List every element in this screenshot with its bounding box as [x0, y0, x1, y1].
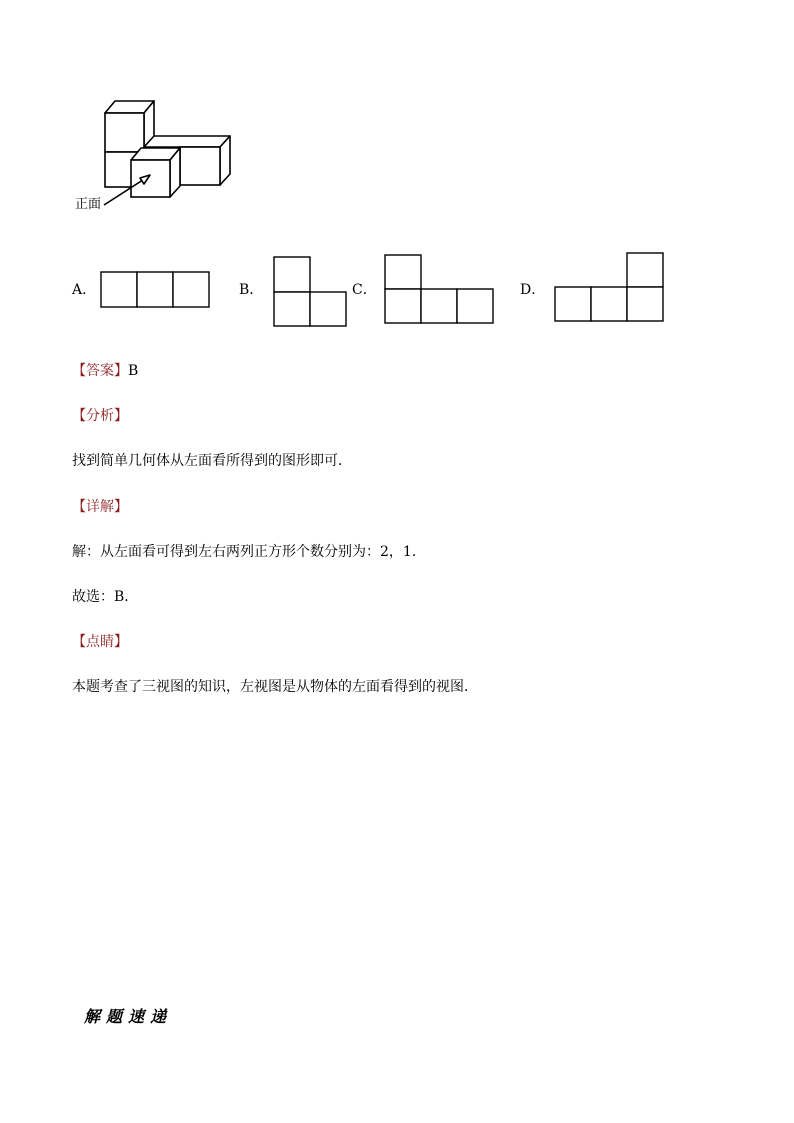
option-b-view — [273, 256, 349, 328]
front-label: 正面 — [75, 197, 102, 212]
option-c-view — [384, 254, 496, 326]
option-b-label: B． — [239, 282, 264, 298]
option-c-label: C． — [352, 282, 377, 298]
answer-value: B — [128, 363, 139, 379]
answer-line — [72, 362, 138, 380]
cube-figure — [0, 0, 794, 240]
comment-tag: 【点睛】 — [72, 634, 128, 650]
analysis-text: 找到简单几何体从左面看所得到的图形即可． — [72, 453, 352, 469]
analysis-tag: 【分析】 — [72, 408, 128, 424]
detail-tag: 【详解】 — [72, 499, 128, 515]
detail-line-2: 故选：B． — [72, 589, 139, 605]
detail-line-1: 解：从左面看可得到左右两列正方形个数分别为：2，1． — [72, 544, 426, 560]
option-d-view — [554, 252, 666, 324]
answer-tag: 【答案】 — [72, 363, 128, 379]
option-d-label: D． — [520, 282, 546, 298]
footer-watermark: 解题速递 — [84, 1007, 173, 1026]
option-a-label: A． — [72, 282, 97, 298]
option-a-view — [100, 271, 212, 309]
comment-text: 本题考查了三视图的知识，左视图是从物体的左面看得到的视图． — [72, 679, 478, 695]
